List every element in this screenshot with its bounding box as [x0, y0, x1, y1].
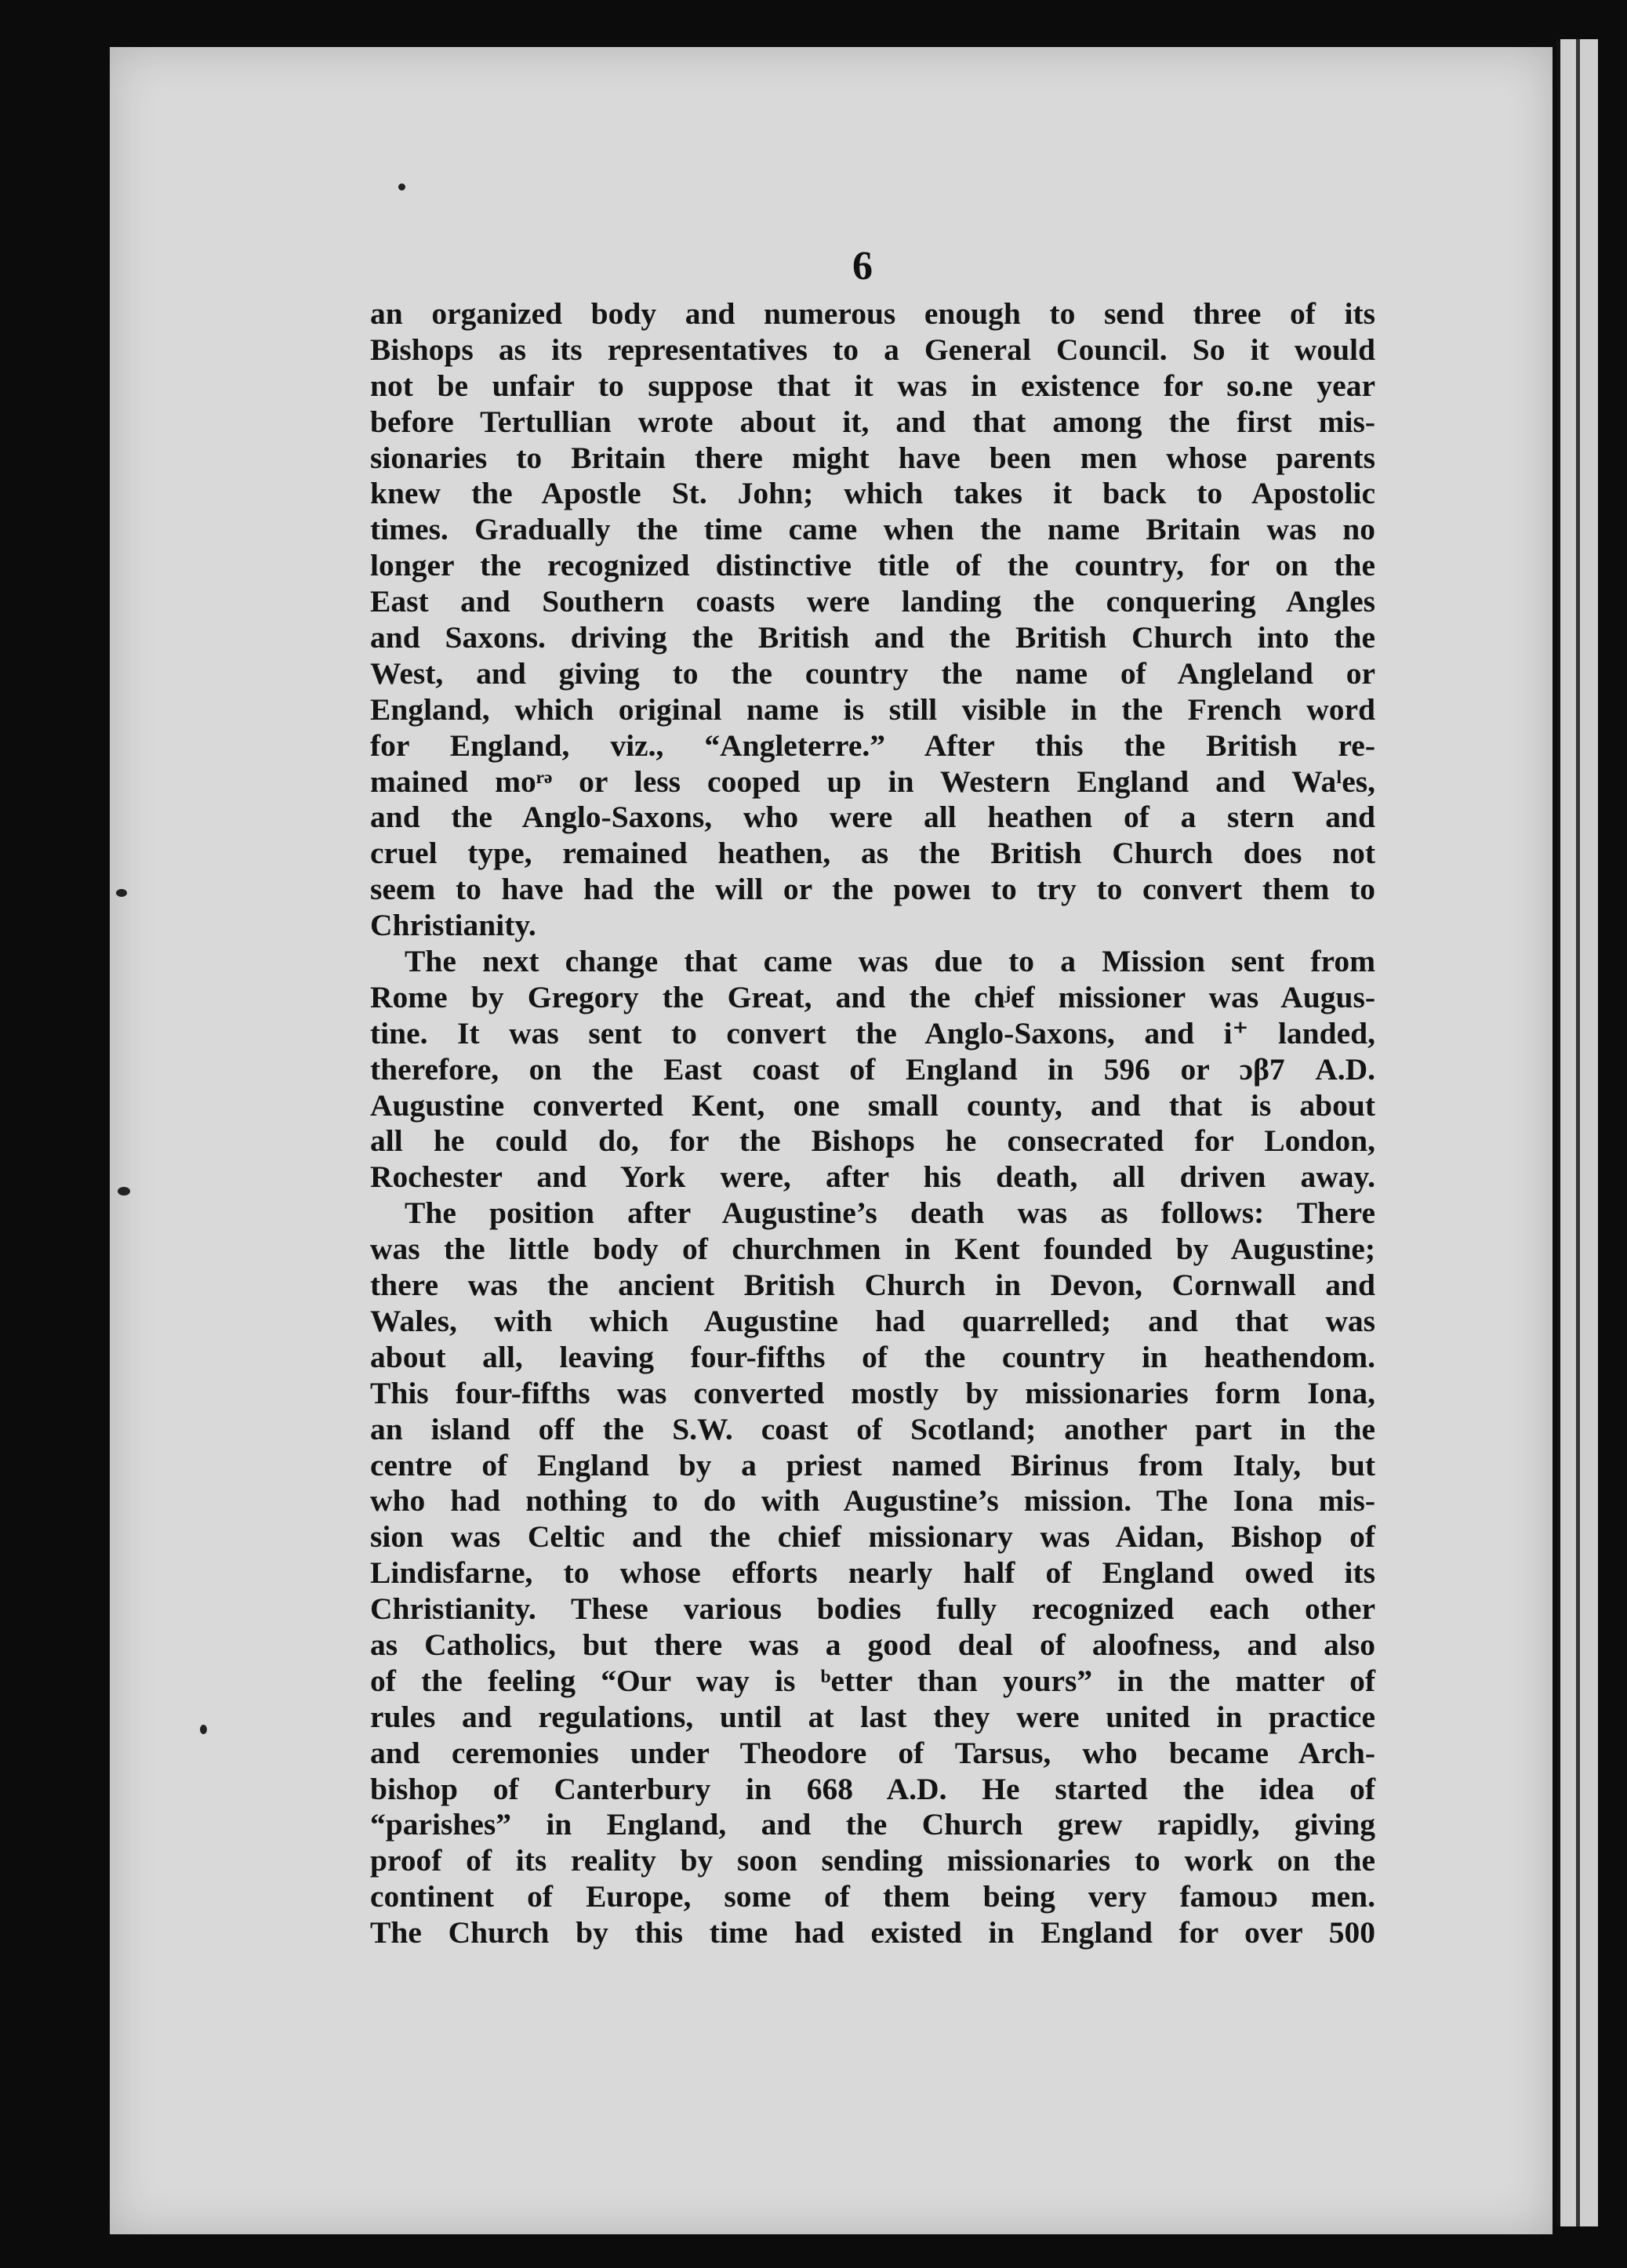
text-line: was the little body of churchmen in Kent founded by Augustine;: [370, 1232, 1375, 1267]
text-line: sion was Celtic and the chief missionary was Aidan, Bishop of: [370, 1519, 1375, 1555]
text-line: cruel type, remained heathen, as the British Church does not: [370, 836, 1375, 871]
text-line: and the Anglo-Saxons, who were all heathen of a stern and: [370, 800, 1375, 835]
text-line: Wales, with which Augustine had quarrelled; and that was: [370, 1303, 1375, 1338]
text-line: not be unfair to suppose that it was in existence for so.ne year: [370, 368, 1375, 403]
text-line: an island off the S.W. coast of Scotland; another part in the: [370, 1411, 1375, 1446]
text-line: mained moʳᵊ or less cooped up in Western England and Waˡes,: [370, 764, 1375, 799]
text-line: tine. It was sent to convert the Anglo-Saxons, and i⁺ landed,: [370, 1015, 1375, 1051]
ink-speck: [398, 183, 405, 191]
text-line: Rome by Gregory the Great, and the chʲef missioner was Augus-: [370, 979, 1375, 1014]
page-number: 6: [852, 244, 873, 288]
text-line: The Church by this time had existed in England for over 500: [370, 1915, 1375, 1950]
text-line: “parishes” in England, and the Church grew rapidly, giving: [370, 1807, 1375, 1842]
text-line: This four-fifths was converted mostly by missionaries form Iona,: [370, 1375, 1375, 1410]
text-line: and Saxons. driving the British and the British Church into the: [370, 620, 1375, 655]
text-line: as Catholics, but there was a good deal of aloofness, and also: [370, 1627, 1375, 1662]
text-line: who had nothing to do with Augustine’s mission. The Iona mis-: [370, 1483, 1375, 1519]
text-line: Augustine converted Kent, one small county, and that is about: [370, 1087, 1375, 1123]
text-line: all he could do, for the Bishops he consecrated for London,: [370, 1123, 1375, 1159]
text-line: and ceremonies under Theodore of Tarsus, who became Arch-: [370, 1735, 1375, 1770]
ink-speck: [116, 889, 127, 897]
text-line: sionaries to Britain there might have been men whose parents: [370, 440, 1375, 475]
text-line: proof of its reality by soon sending missionaries to work on the: [370, 1843, 1375, 1878]
ink-speck: [200, 1725, 207, 1734]
text-line: rules and regulations, until at last they were united in practice: [370, 1699, 1375, 1734]
text-line: bishop of Canterbury in 668 A.D. He started the idea of: [370, 1771, 1375, 1806]
text-line: longer the recognized distinctive title of the country, for on the: [370, 548, 1375, 583]
text-line: Rochester and York were, after his death, all driven away.: [370, 1159, 1375, 1195]
text-line: knew the Apostle St. John; which takes it back to Apostolic: [370, 476, 1375, 511]
text-line: centre of England by a priest named Birinus from Italy, but: [370, 1447, 1375, 1482]
text-line: there was the ancient British Church in Devon, Cornwall and: [370, 1268, 1375, 1303]
text-line: The position after Augustine’s death was as follows: There: [405, 1196, 1375, 1231]
text-line: times. Gradually the time came when the name Britain was no: [370, 512, 1375, 547]
text-line: continent of Europe, some of them being very famouɔ men.: [370, 1879, 1375, 1914]
text-line: of the feeling “Our way is ᵇetter than yours” in the matter of: [370, 1663, 1375, 1698]
body-text: [370, 296, 1375, 1951]
page-edge: [1556, 39, 1598, 2226]
text-line: for England, viz., “Angleterre.” After this the British re-: [370, 728, 1375, 763]
text-line: The next change that came was due to a Mission sent from: [405, 944, 1375, 979]
text-line: West, and giving to the country the name of Angleland or: [370, 655, 1375, 691]
text-line: seem to have had the will or the poweı to try to convert them to: [370, 872, 1375, 907]
text-line: England, which original name is still visible in the French word: [370, 691, 1375, 727]
ink-speck: [118, 1187, 130, 1196]
text-line: an organized body and numerous enough to send three of its: [370, 296, 1375, 331]
text-line: Christianity. These various bodies fully recognized each other: [370, 1591, 1375, 1627]
text-line: before Tertullian wrote about it, and that among the first mis-: [370, 404, 1375, 439]
text-line: East and Southern coasts were landing the conquering Angles: [370, 584, 1375, 619]
text-line: Bishops as its representatives to a General Council. So it would: [370, 332, 1375, 367]
text-line: Christianity.: [370, 908, 536, 943]
text-line: therefore, on the East coast of England in 596 or ɔβ7 A.D.: [370, 1051, 1375, 1087]
text-line: about all, leaving four-fifths of the country in heathendom.: [370, 1339, 1375, 1374]
text-line: Lindisfarne, to whose efforts nearly half of England owed its: [370, 1555, 1375, 1591]
